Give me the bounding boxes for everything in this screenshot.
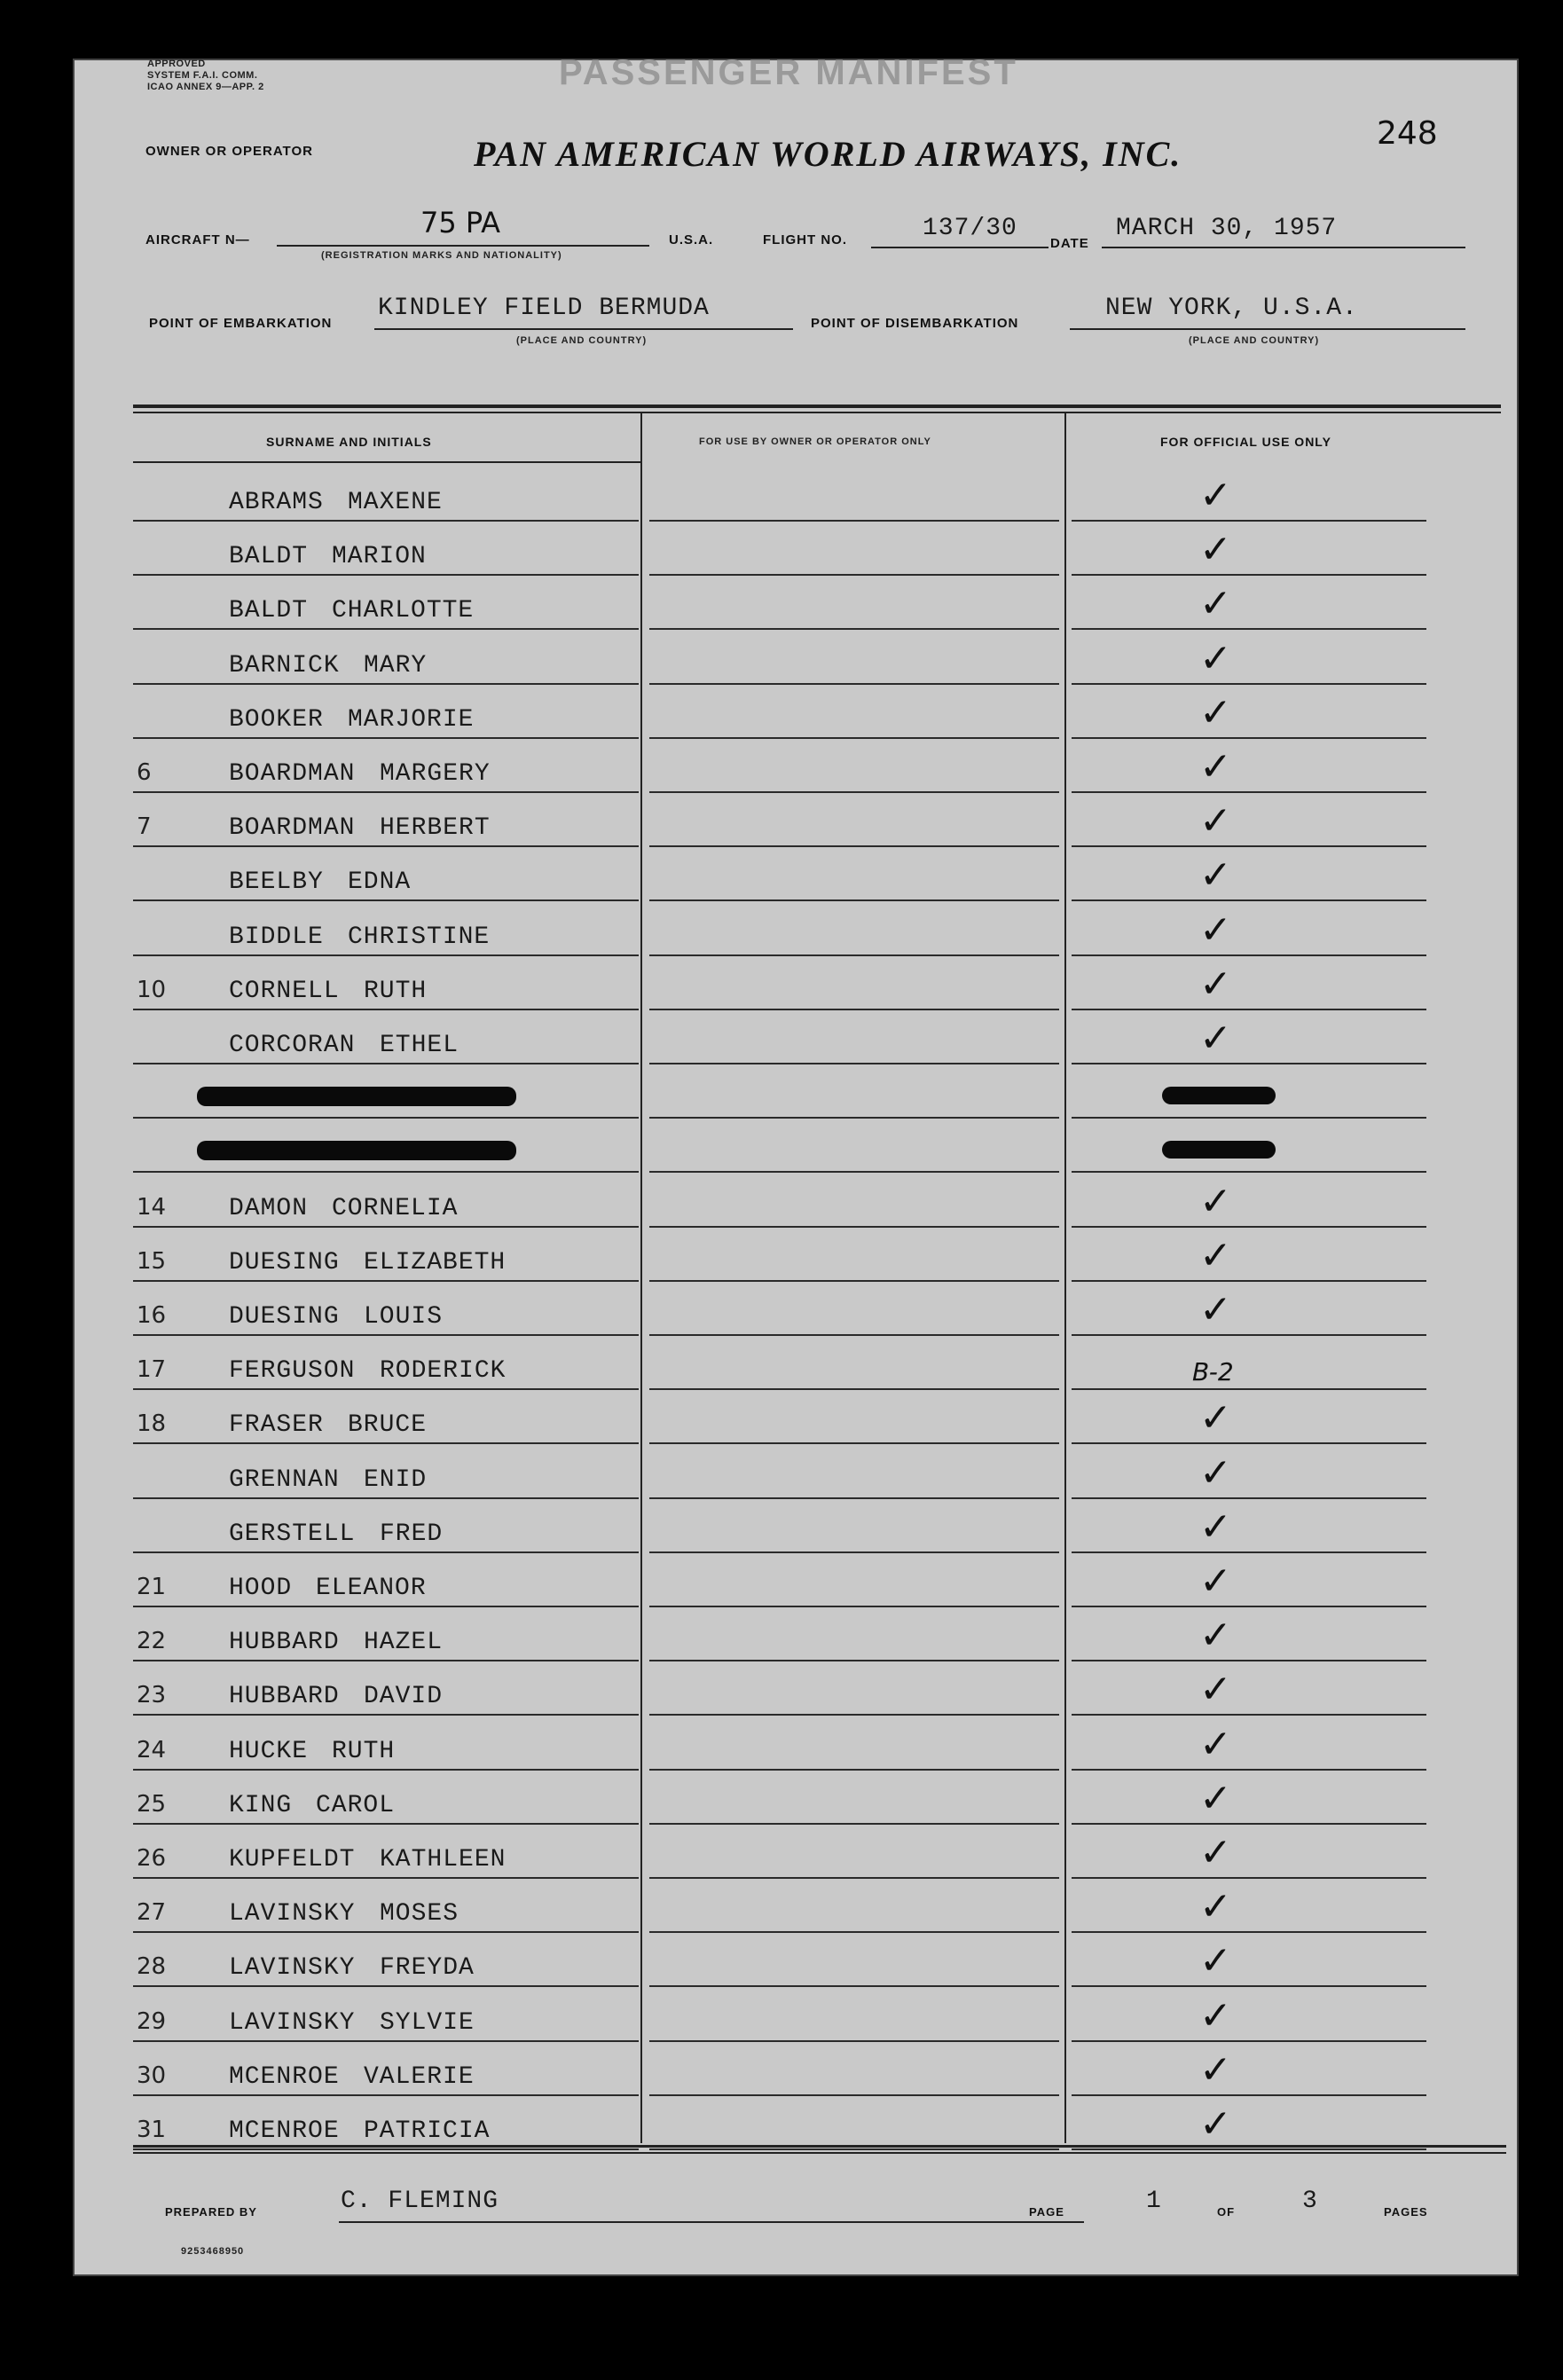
row-rule bbox=[649, 2148, 1059, 2150]
nationality-label: U.S.A. bbox=[669, 232, 714, 247]
row-number: 6 bbox=[137, 759, 152, 786]
row-number: 28 bbox=[137, 1953, 167, 1981]
row-rule bbox=[133, 1551, 639, 1553]
table-row bbox=[73, 577, 1519, 630]
table-row bbox=[73, 1554, 1519, 1607]
check-mark-icon: ✓ bbox=[1199, 852, 1232, 899]
check-mark-icon: ✓ bbox=[1199, 1559, 1232, 1604]
passenger-given-name: MARGERY bbox=[380, 760, 491, 788]
flight-label: FLIGHT NO. bbox=[763, 232, 847, 247]
row-rule bbox=[1072, 2040, 1426, 2042]
row-rule bbox=[1072, 1117, 1426, 1119]
row-rule bbox=[1072, 1334, 1426, 1336]
passenger-surname: BALDT bbox=[229, 543, 309, 571]
table-row bbox=[73, 1717, 1519, 1771]
row-rule bbox=[1072, 1171, 1426, 1173]
passenger-given-name: ETHEL bbox=[380, 1032, 459, 1059]
table-row bbox=[73, 1500, 1519, 1553]
passenger-given-name: MOSES bbox=[380, 1900, 459, 1928]
row-rule bbox=[1072, 845, 1426, 847]
passenger-given-name: MAXENE bbox=[348, 489, 443, 516]
passenger-surname: LAVINSKY bbox=[229, 1954, 356, 1983]
row-rule bbox=[133, 2094, 639, 2096]
row-rule bbox=[649, 737, 1059, 739]
check-mark-icon: ✓ bbox=[1199, 1938, 1232, 1984]
row-number: 26 bbox=[137, 1845, 167, 1872]
row-rule bbox=[1072, 1769, 1426, 1771]
redaction-mark bbox=[197, 1087, 516, 1106]
col-header-surname: SURNAME AND INITIALS bbox=[266, 435, 432, 449]
disembark-label: POINT OF DISEMBARKATION bbox=[811, 316, 1019, 331]
row-rule bbox=[133, 737, 639, 739]
row-rule bbox=[649, 1226, 1059, 1228]
row-rule bbox=[649, 683, 1059, 685]
table-row bbox=[73, 1119, 1519, 1173]
row-rule bbox=[133, 2040, 639, 2042]
passenger-given-name: KATHLEEN bbox=[380, 1846, 507, 1873]
passenger-given-name: ELEANOR bbox=[316, 1575, 427, 1602]
row-rule bbox=[649, 1877, 1059, 1879]
passenger-surname: MCENROE bbox=[229, 2117, 340, 2145]
page-title: PASSENGER MANIFEST bbox=[559, 53, 1018, 92]
pages-label: PAGES bbox=[1384, 2205, 1428, 2219]
passenger-surname: BOARDMAN bbox=[229, 760, 356, 788]
row-rule bbox=[649, 1985, 1059, 1987]
row-rule bbox=[133, 683, 639, 685]
row-rule bbox=[133, 1606, 639, 1607]
row-rule bbox=[649, 1280, 1059, 1282]
passenger-surname: BALDT bbox=[229, 597, 309, 625]
row-number: 27 bbox=[137, 1899, 167, 1927]
table-row bbox=[73, 957, 1519, 1010]
table-row bbox=[73, 522, 1519, 576]
passenger-surname: HUBBARD bbox=[229, 1629, 340, 1657]
row-rule bbox=[1072, 574, 1426, 576]
row-rule bbox=[649, 1497, 1059, 1499]
check-mark-icon: ✓ bbox=[1199, 1721, 1232, 1767]
row-rule bbox=[133, 1171, 639, 1173]
passenger-surname: DUESING bbox=[229, 1248, 340, 1276]
row-rule bbox=[1072, 1985, 1426, 1987]
passenger-surname: HUBBARD bbox=[229, 1683, 340, 1711]
row-rule bbox=[133, 845, 639, 847]
check-mark-icon: ✓ bbox=[1199, 1016, 1232, 1061]
passenger-surname: CORCORAN bbox=[229, 1032, 356, 1059]
check-mark-icon: ✓ bbox=[1199, 2101, 1232, 2147]
check-mark-icon: ✓ bbox=[1199, 1504, 1232, 1550]
table-row bbox=[73, 848, 1519, 901]
row-rule bbox=[649, 1117, 1059, 1119]
table-row bbox=[73, 1446, 1519, 1499]
row-rule bbox=[133, 1823, 639, 1825]
table-row bbox=[73, 1608, 1519, 1661]
row-rule bbox=[649, 1551, 1059, 1553]
passenger-surname: DAMON bbox=[229, 1194, 309, 1222]
row-rule bbox=[133, 574, 639, 576]
check-mark-icon: ✓ bbox=[1199, 689, 1232, 735]
row-rule bbox=[649, 899, 1059, 901]
row-rule bbox=[1072, 899, 1426, 901]
row-rule bbox=[1072, 2148, 1426, 2150]
row-rule bbox=[133, 1334, 639, 1336]
table-row bbox=[73, 1989, 1519, 2042]
row-number: 18 bbox=[137, 1410, 167, 1438]
row-rule bbox=[1072, 1714, 1426, 1716]
row-rule bbox=[649, 2094, 1059, 2096]
passenger-surname: ABRAMS bbox=[229, 489, 324, 516]
row-rule bbox=[133, 1660, 639, 1661]
table-row bbox=[73, 903, 1519, 956]
of-label: OF bbox=[1217, 2205, 1236, 2219]
table-row bbox=[73, 1934, 1519, 1987]
row-rule bbox=[1072, 1442, 1426, 1444]
owner-value: PAN AMERICAN WORLD AIRWAYS, INC. bbox=[474, 134, 1182, 174]
row-rule bbox=[649, 954, 1059, 956]
row-rule bbox=[133, 2148, 639, 2150]
row-number: 14 bbox=[137, 1193, 167, 1221]
row-number: 7 bbox=[137, 813, 152, 841]
passenger-surname: BOARDMAN bbox=[229, 814, 356, 843]
passenger-surname: LAVINSKY bbox=[229, 1900, 356, 1928]
row-rule bbox=[1072, 1606, 1426, 1607]
row-number: 17 bbox=[137, 1356, 167, 1384]
check-mark-icon: ✓ bbox=[1199, 1775, 1232, 1821]
row-rule bbox=[1072, 1388, 1426, 1390]
embark-value: KINDLEY FIELD BERMUDA bbox=[378, 295, 710, 322]
table-row bbox=[73, 1337, 1519, 1390]
approval-stamp: APPROVED SYSTEM F.A.I. COMM. ICAO ANNEX 9—APP. 2 bbox=[147, 59, 264, 92]
check-mark-icon: ✓ bbox=[1199, 1232, 1232, 1278]
page-value: 1 bbox=[1146, 2188, 1162, 2215]
col-header-official-use: FOR OFFICIAL USE ONLY bbox=[1160, 435, 1331, 449]
row-rule bbox=[649, 1823, 1059, 1825]
check-mark-icon: ✓ bbox=[1199, 1395, 1232, 1441]
passenger-surname: FRASER bbox=[229, 1411, 324, 1440]
row-rule bbox=[133, 899, 639, 901]
passenger-given-name: SYLVIE bbox=[380, 2008, 475, 2037]
table-row bbox=[73, 1771, 1519, 1825]
passenger-surname: BOOKER bbox=[229, 705, 324, 734]
passenger-given-name: CHARLOTTE bbox=[332, 597, 475, 625]
table-row bbox=[73, 1174, 1519, 1228]
check-mark-icon: ✓ bbox=[1199, 1667, 1232, 1713]
table-row bbox=[73, 686, 1519, 739]
passenger-given-name: CHRISTINE bbox=[348, 923, 491, 951]
passenger-surname: KING bbox=[229, 1791, 293, 1819]
row-number: 25 bbox=[137, 1790, 167, 1818]
row-rule bbox=[1072, 954, 1426, 956]
passenger-given-name: MARJORIE bbox=[348, 705, 475, 734]
check-mark-icon: ✓ bbox=[1199, 1178, 1232, 1224]
row-rule bbox=[1072, 1009, 1426, 1010]
passenger-given-name: MARY bbox=[364, 651, 428, 679]
manifest-sheet bbox=[73, 53, 1519, 2276]
table-row bbox=[73, 1880, 1519, 1933]
row-rule bbox=[649, 845, 1059, 847]
row-rule bbox=[649, 1660, 1059, 1661]
date-label: DATE bbox=[1050, 236, 1089, 251]
row-rule bbox=[133, 1714, 639, 1716]
row-rule bbox=[1072, 737, 1426, 739]
passenger-given-name: HAZEL bbox=[364, 1629, 444, 1657]
row-number: 21 bbox=[137, 1574, 167, 1600]
redaction-mark bbox=[197, 1141, 516, 1160]
row-rule bbox=[1072, 683, 1426, 685]
row-rule bbox=[133, 628, 639, 630]
table-row bbox=[73, 2043, 1519, 2096]
sheet-number: 248 bbox=[1377, 115, 1438, 152]
redaction-mark-official bbox=[1162, 1141, 1276, 1159]
check-mark-icon: ✓ bbox=[1199, 1992, 1232, 2038]
row-rule bbox=[133, 1280, 639, 1282]
row-rule bbox=[1072, 1931, 1426, 1933]
passenger-given-name: LOUIS bbox=[364, 1303, 444, 1331]
check-mark-icon: ✓ bbox=[1199, 527, 1232, 573]
row-rule bbox=[649, 1442, 1059, 1444]
passenger-given-name: MARION bbox=[332, 543, 427, 571]
row-rule bbox=[649, 574, 1059, 576]
passenger-given-name: RUTH bbox=[364, 977, 428, 1005]
row-rule bbox=[1072, 1063, 1426, 1064]
passenger-given-name: BRUCE bbox=[348, 1411, 428, 1440]
check-mark-icon: ✓ bbox=[1199, 744, 1232, 789]
embark-sublabel: (PLACE AND COUNTRY) bbox=[516, 335, 648, 346]
passenger-surname: MCENROE bbox=[229, 2062, 340, 2091]
row-rule bbox=[1072, 1280, 1426, 1282]
table-row bbox=[73, 1065, 1519, 1119]
check-mark-icon: ✓ bbox=[1199, 635, 1232, 681]
date-value: MARCH 30, 1957 bbox=[1116, 215, 1338, 242]
passenger-given-name: ENID bbox=[364, 1465, 428, 1494]
passenger-surname: CORNELL bbox=[229, 977, 340, 1005]
row-rule bbox=[133, 1009, 639, 1010]
table-row bbox=[73, 468, 1519, 522]
row-number: 22 bbox=[137, 1628, 167, 1655]
check-mark-icon: ✓ bbox=[1199, 1884, 1232, 1930]
passenger-given-name: RODERICK bbox=[380, 1357, 507, 1386]
row-number: 15 bbox=[137, 1247, 167, 1275]
check-mark-icon: ✓ bbox=[1199, 1449, 1232, 1496]
table-row bbox=[73, 794, 1519, 847]
check-mark-icon: ✓ bbox=[1199, 907, 1232, 953]
row-rule bbox=[133, 1063, 639, 1064]
table-row bbox=[73, 2097, 1519, 2150]
page-label: PAGE bbox=[1029, 2205, 1064, 2219]
row-rule bbox=[1072, 628, 1426, 630]
table-row bbox=[73, 740, 1519, 793]
passenger-given-name: CAROL bbox=[316, 1791, 396, 1819]
row-rule bbox=[649, 1334, 1059, 1336]
passenger-given-name: PATRICIA bbox=[364, 2117, 491, 2145]
row-rule bbox=[1072, 1226, 1426, 1228]
passenger-given-name: DAVID bbox=[364, 1683, 444, 1711]
table-row bbox=[73, 1826, 1519, 1879]
row-rule bbox=[133, 1442, 639, 1444]
passenger-surname: BARNICK bbox=[229, 651, 340, 679]
row-rule bbox=[1072, 791, 1426, 793]
col-header-owner-use: FOR USE BY OWNER OR OPERATOR ONLY bbox=[699, 436, 931, 447]
check-mark-icon: ✓ bbox=[1199, 1613, 1232, 1659]
passenger-surname: HUCKE bbox=[229, 1737, 309, 1765]
check-mark-icon: ✓ bbox=[1199, 961, 1232, 1007]
redaction-mark-official bbox=[1162, 1087, 1276, 1104]
embark-label: POINT OF EMBARKATION bbox=[149, 316, 333, 331]
passenger-surname: LAVINSKY bbox=[229, 2008, 356, 2037]
check-mark-icon: ✓ bbox=[1199, 798, 1232, 844]
passenger-given-name: RUTH bbox=[332, 1737, 396, 1765]
row-rule bbox=[133, 1877, 639, 1879]
row-rule bbox=[133, 791, 639, 793]
row-rule bbox=[1072, 1497, 1426, 1499]
table-row bbox=[73, 1229, 1519, 1282]
row-rule bbox=[133, 1985, 639, 1987]
row-rule bbox=[649, 520, 1059, 522]
passenger-surname: FERGUSON bbox=[229, 1357, 356, 1386]
row-number: 10 bbox=[137, 976, 167, 1003]
row-rule bbox=[133, 1388, 639, 1390]
row-rule bbox=[133, 1226, 639, 1228]
check-mark-icon: ✓ bbox=[1199, 581, 1232, 627]
row-number: 16 bbox=[137, 1302, 167, 1329]
disembark-value: NEW YORK, U.S.A. bbox=[1105, 295, 1358, 322]
row-rule bbox=[1072, 1823, 1426, 1825]
aircraft-sublabel: (REGISTRATION MARKS AND NATIONALITY) bbox=[321, 250, 562, 261]
row-rule bbox=[1072, 2094, 1426, 2096]
table-row bbox=[73, 1283, 1519, 1336]
table-row bbox=[73, 632, 1519, 685]
row-rule bbox=[1072, 1660, 1426, 1661]
passenger-surname: BEELBY bbox=[229, 868, 324, 897]
passenger-given-name: EDNA bbox=[348, 868, 412, 897]
form-code: 9253468950 bbox=[181, 2246, 245, 2257]
table-row bbox=[73, 1011, 1519, 1064]
row-rule bbox=[649, 791, 1059, 793]
row-rule bbox=[1072, 1877, 1426, 1879]
row-rule bbox=[649, 1931, 1059, 1933]
passenger-surname: GERSTELL bbox=[229, 1520, 356, 1548]
row-rule bbox=[1072, 520, 1426, 522]
check-mark-icon: ✓ bbox=[1199, 1287, 1232, 1332]
passenger-surname: BIDDLE bbox=[229, 923, 324, 951]
check-mark-icon: ✓ bbox=[1199, 2046, 1232, 2093]
passenger-surname: HOOD bbox=[229, 1575, 293, 1602]
row-rule bbox=[649, 1606, 1059, 1607]
aircraft-label: AIRCRAFT N— bbox=[145, 232, 250, 247]
row-number: 24 bbox=[137, 1736, 167, 1763]
disembark-sublabel: (PLACE AND COUNTRY) bbox=[1189, 335, 1320, 346]
row-rule bbox=[133, 520, 639, 522]
row-rule bbox=[649, 1714, 1059, 1716]
row-rule bbox=[649, 1769, 1059, 1771]
passenger-surname: DUESING bbox=[229, 1303, 340, 1331]
row-rule bbox=[649, 1388, 1059, 1390]
check-mark-icon: ✓ bbox=[1199, 1830, 1232, 1875]
official-annotation: B-2 bbox=[1192, 1357, 1234, 1387]
row-rule bbox=[649, 1063, 1059, 1064]
prepared-label: PREPARED BY bbox=[165, 2205, 257, 2219]
prepared-value: C. FLEMING bbox=[341, 2188, 499, 2215]
passenger-given-name: FREYDA bbox=[380, 1954, 475, 1983]
row-rule bbox=[649, 628, 1059, 630]
row-rule bbox=[133, 954, 639, 956]
table-row bbox=[73, 1391, 1519, 1444]
row-rule bbox=[133, 1769, 639, 1771]
row-rule bbox=[133, 1117, 639, 1119]
row-rule bbox=[649, 1009, 1059, 1010]
row-number: 23 bbox=[137, 1682, 167, 1709]
row-number: 29 bbox=[137, 2007, 167, 2035]
passenger-given-name: HERBERT bbox=[380, 814, 491, 843]
row-rule bbox=[649, 2040, 1059, 2042]
row-rule bbox=[1072, 1551, 1426, 1553]
table-row bbox=[73, 1662, 1519, 1716]
row-rule bbox=[133, 1931, 639, 1933]
passenger-given-name: ELIZABETH bbox=[364, 1248, 507, 1276]
flight-value: 137/30 bbox=[923, 215, 1017, 242]
passenger-surname: KUPFELDT bbox=[229, 1846, 356, 1873]
row-rule bbox=[649, 1171, 1059, 1173]
passenger-given-name: CORNELIA bbox=[332, 1194, 459, 1222]
of-value: 3 bbox=[1302, 2188, 1318, 2215]
row-number: 30 bbox=[137, 2062, 167, 2089]
passenger-given-name: FRED bbox=[380, 1520, 444, 1548]
row-number: 31 bbox=[137, 2117, 167, 2143]
passenger-given-name: VALERIE bbox=[364, 2062, 475, 2091]
check-mark-icon: ✓ bbox=[1199, 473, 1232, 518]
passenger-surname: GRENNAN bbox=[229, 1465, 340, 1494]
aircraft-value: 75 PA bbox=[420, 206, 501, 240]
owner-label: OWNER OR OPERATOR bbox=[145, 144, 313, 159]
row-rule bbox=[133, 1497, 639, 1499]
